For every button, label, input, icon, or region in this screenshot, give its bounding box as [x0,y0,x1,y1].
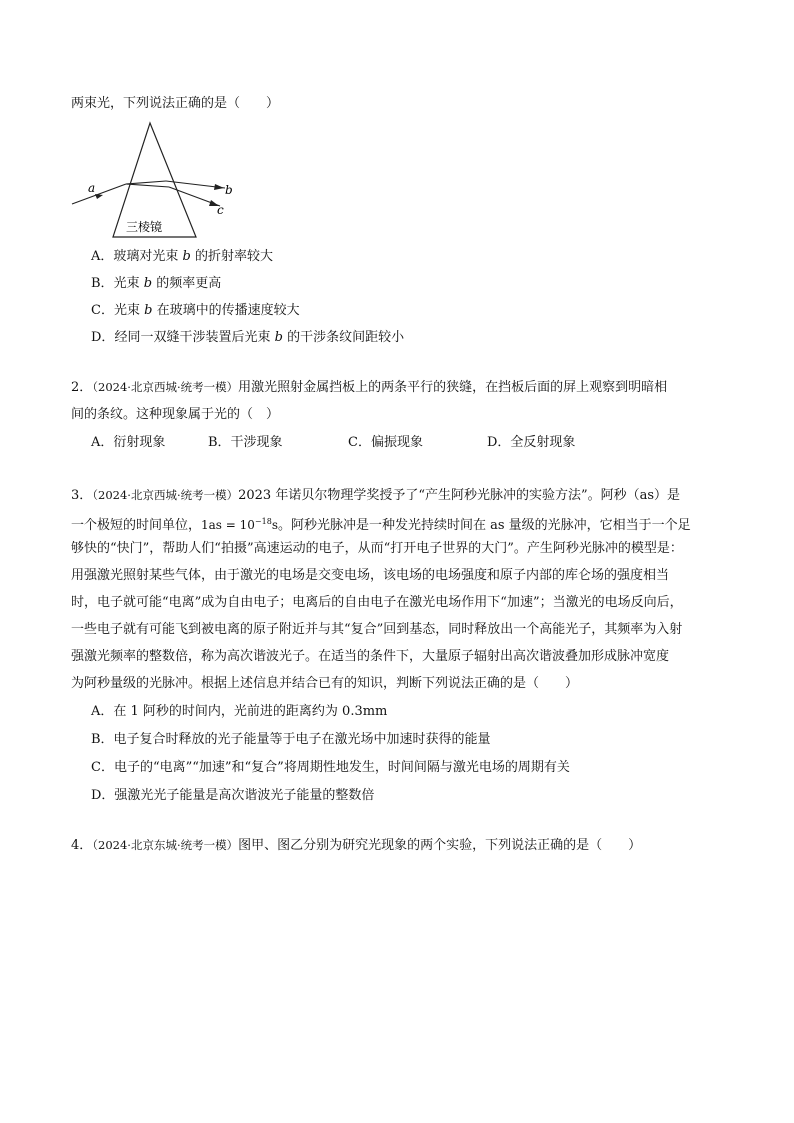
option-text: 玻璃对光束 [113,249,179,264]
question-text: 一个极短的时间单位， [71,518,202,533]
option-letter: B． [91,276,114,291]
q1-stem-tail: 两束光，下列说法正确的是（ ） [71,96,280,111]
formula-unit: s [271,518,278,532]
question-number: 4． [71,838,93,853]
option-text: 在玻璃中的传播速度较大 [156,303,300,318]
formula-base: 1as = 10 [201,518,255,532]
q3-stem-line: 用强激光照射某些气体，由于激光的电场是交变电场，该电场的电场强度和原子内部的库仑场的强度相当 [71,568,670,583]
q3-stem-line: 一些电子就有可能飞到被电离的原子附近并与其“复合”回到基态，同时释放出一个高能光子，其频率为入射 [71,622,683,637]
option-variable: b [182,249,191,264]
q3-option-b[interactable]: B．电子复合时释放的光子能量等于电子在激光场中加速时获得的能量 [91,732,491,747]
q3-stem-line-1 [71,486,680,505]
q3-option-a[interactable]: A．在 1 阿秒的时间内，光前进的距离约为 0.3mm [91,704,388,719]
option-text: 的折射率较大 [195,249,274,264]
ray-a-label: a [88,181,96,195]
option-text: 光束 [113,303,140,318]
time-unit-formula [201,518,278,532]
q3-option-c[interactable]: C．电子的“电离”“加速”和“复合”将周期性地发生，时间间隔与激光电场的周期有关 [91,760,570,775]
option-letter: A． [91,249,114,264]
question-number: 3． [71,488,93,503]
question-text: 用激光照射金属挡板上的两条平行的狭缝，在挡板后面的屏上观察到明暗相 [238,380,668,395]
q1-option-b[interactable] [91,275,221,293]
q3-stem-line: 为阿秒量级的光脉冲。根据上述信息并结合已有的知识，判断下列说法正确的是（ ） [71,676,579,691]
q2-option-c[interactable]: C．偏振现象 [348,435,423,450]
ray-inside-b [126,181,166,184]
q2-stem-line-1 [71,378,667,397]
prism-label: 三棱镜 [126,220,163,234]
ray-a [72,184,126,204]
q4-stem-line-1 [71,836,641,855]
option-variable: b [274,330,283,345]
ray-b-label: b [225,183,233,197]
formula-exponent: −18 [254,517,272,526]
question-text: 图甲、图乙分别为研究光现象的两个实验，下列说法正确的是（ ） [238,838,642,853]
q3-stem-line: 时，电子就可能“电离”成为自由电子；电离后的自由电子在激光电场作用下“加速”；当激光的电场反向后， [71,595,683,610]
question-number: 2． [71,380,93,395]
ray-b-arrow [214,184,224,190]
option-text: 光束 [113,276,140,291]
q3-stem-line: 强激光频率的整数倍，称为高次谐波光子。在适当的条件下，大量原子辐射出高次谐波叠加形成脉冲宽度 [71,649,670,664]
option-letter: D． [91,330,115,345]
option-text: 的频率更高 [156,276,222,291]
option-variable: b [143,276,153,291]
ray-inside-c [126,184,169,187]
option-variable: b [144,303,153,318]
question-text: 2023 年诺贝尔物理学奖授予了“产生阿秒光脉冲的实验方法”。阿秒（as）是 [238,488,681,503]
ray-c-label: c [217,203,224,217]
q2-option-b[interactable]: B．干涉现象 [208,435,283,450]
q3-stem-line-2 [71,513,691,535]
option-text: 经同一双缝干涉装置后光束 [114,330,271,345]
ray-a-arrow [95,194,103,199]
q3-stem-line: 够快的“快门”，帮助人们“拍摄”高速运动的电子，从而“打开电子世界的大门”。产生阿秒光脉冲的模型是： [71,541,683,556]
question-source: （2024·北京东城·统考一模） [92,838,239,852]
prism-diagram [70,120,250,240]
q3-option-d[interactable]: D．强激光光子能量是高次谐波光子能量的整数倍 [91,788,375,803]
option-letter: C． [91,303,114,318]
q1-option-a[interactable] [91,248,273,266]
q2-option-a[interactable]: A．衍射现象 [91,435,166,450]
q2-option-d[interactable]: D．全反射现象 [487,435,576,450]
q1-option-c[interactable] [91,302,300,320]
q1-option-d[interactable] [91,329,404,347]
question-text: 。阿秒光脉冲是一种发光持续时间在 as 量级的光脉冲，它相当于一个足 [277,518,691,533]
q2-stem-line-2: 间的条纹。这种现象属于光的（ ） [71,407,280,422]
option-text: 的干涉条纹间距较小 [287,330,405,345]
question-source: （2024·北京西城·统考一模） [92,488,239,502]
question-source: （2024·北京西城·统考一模） [92,380,239,394]
